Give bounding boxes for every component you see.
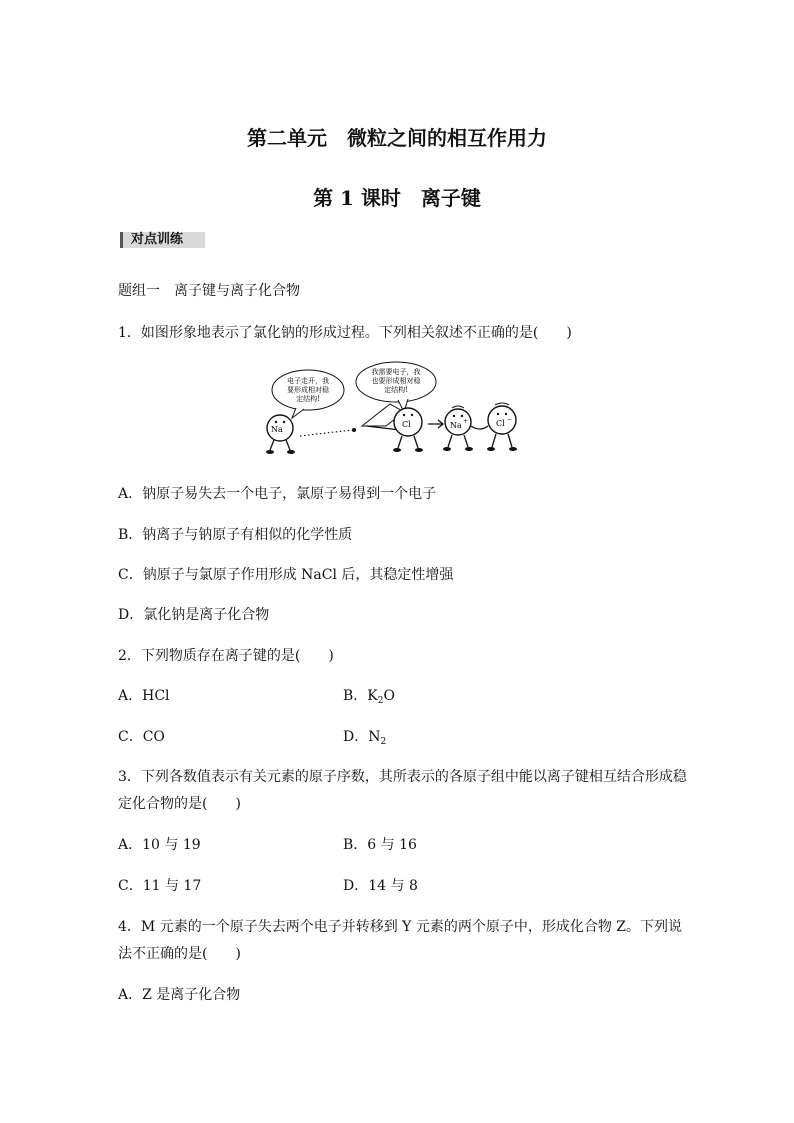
q2-option-b-prefix: B．K <box>343 688 378 704</box>
group-title: 题组一 离子键与离子化合物 <box>118 283 300 299</box>
bubble-right-line-1: 我需要电子，我 <box>371 368 421 376</box>
cl-atom-character <box>393 408 423 452</box>
bubble-right-line-3: 定结构! <box>384 386 408 394</box>
q3-option-b: B．6 与 16 <box>343 837 417 853</box>
speech-bubble-left <box>272 370 344 418</box>
q3-option-a: A．10 与 19 <box>118 837 201 853</box>
na-atom-character <box>266 415 295 454</box>
unit-title: 第二单元 微粒之间的相互作用力 <box>247 126 547 150</box>
q1-option-c: C．钠原子与氯原子作用形成 NaCl 后，其稳定性增强 <box>118 567 454 583</box>
q3-stem-line-2: 定化合物的是( ) <box>118 796 241 812</box>
q1-option-d: D．氯化钠是离子化合物 <box>118 607 270 623</box>
q1-option-a: A．钠原子易失去一个电子，氯原子易得到一个电子 <box>118 486 437 502</box>
label-na-ion: Na <box>450 421 462 430</box>
q2-option-d-prefix: D．N <box>343 729 381 745</box>
bubble-right-line-2: 也要形成相对稳 <box>371 377 421 385</box>
q2-stem: 2．下列物质存在离子键的是( ) <box>118 648 334 664</box>
nacl-formation-figure <box>266 360 536 458</box>
label-cl-ion: Cl <box>496 419 505 428</box>
label-cl-ion-charge: − <box>507 416 513 423</box>
speech-bubble-right <box>356 362 436 412</box>
q2-option-d-sub: 2 <box>380 737 387 747</box>
q2-option-b-suffix: O <box>383 688 395 704</box>
label-na-ion-charge: + <box>463 418 469 425</box>
q2-option-d <box>343 726 386 747</box>
section-tag: 对点训练 <box>131 232 184 247</box>
arrow-icon <box>428 420 443 428</box>
q4-stem-line-2: 法不正确的是( ) <box>118 946 241 962</box>
q2-option-a: A．HCl <box>118 688 170 704</box>
q3-option-c: C．11 与 17 <box>118 878 202 894</box>
cl-ion-character <box>487 403 517 451</box>
q2-option-c: C．CO <box>118 729 165 745</box>
q2-option-b-sub: 2 <box>377 696 384 706</box>
q3-option-d: D．14 与 8 <box>343 878 418 894</box>
q2-option-b <box>343 685 395 706</box>
q4-stem-line-1: 4．M 元素的一个原子失去两个电子并转移到 Y 元素的两个原子中，形成化合物 Z。下列说 <box>118 919 683 935</box>
label-cl: Cl <box>402 420 411 429</box>
q3-stem-line-1: 3．下列各数值表示有关元素的原子序数，其所表示的各原子组中能以离子键相互结合形成稳 <box>118 769 687 785</box>
bubble-left-line-2: 要形成相对稳 <box>287 386 329 394</box>
label-na: Na <box>271 425 283 434</box>
lesson-title: 第 1 课时 离子键 <box>313 186 481 210</box>
q4-option-a: A．Z 是离子化合物 <box>118 987 241 1003</box>
q1-stem: 1．如图形象地表示了氯化钠的形成过程。下列相关叙述不正确的是( ) <box>118 325 572 341</box>
q1-option-b: B．钠离子与钠原子有相似的化学性质 <box>118 527 353 543</box>
na-ion-character <box>443 406 473 451</box>
bubble-left-line-3: 定结构! <box>296 395 320 403</box>
bubble-left-line-1: 电子走开，我 <box>287 377 329 385</box>
